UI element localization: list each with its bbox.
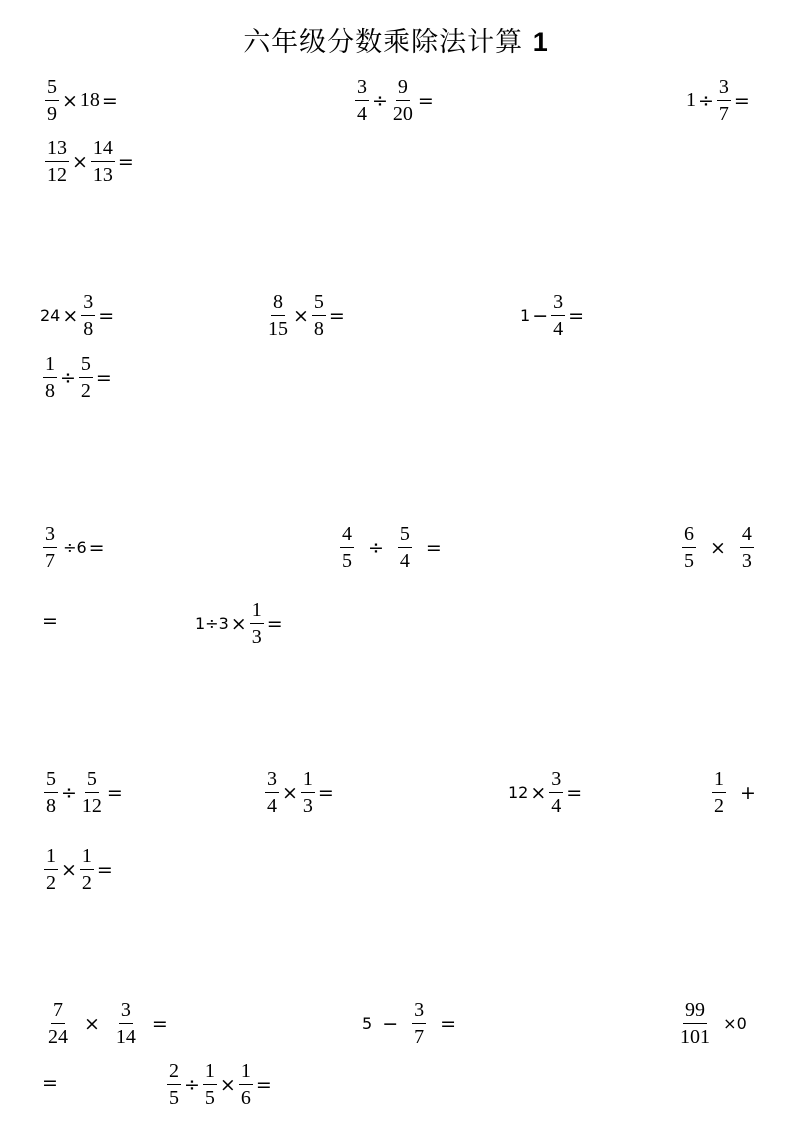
numerator: 5 xyxy=(79,353,93,378)
denominator: 7 xyxy=(45,550,55,572)
numerator: 1 xyxy=(44,845,58,870)
operator: = xyxy=(101,89,118,112)
operator: = xyxy=(95,366,112,389)
numerator: 3 xyxy=(717,76,731,101)
fraction xyxy=(312,291,326,340)
math-problem xyxy=(508,768,584,817)
numerator: 1 xyxy=(43,353,57,378)
denominator: 101 xyxy=(680,1026,710,1048)
denominator: 5 xyxy=(684,550,694,572)
fraction xyxy=(355,76,369,125)
operator: = xyxy=(425,536,442,559)
number-text: 5 xyxy=(362,1014,373,1033)
operator: × xyxy=(530,781,547,804)
fraction xyxy=(46,999,70,1048)
denominator: 8 xyxy=(313,318,324,340)
fraction xyxy=(45,137,69,186)
denominator: 14 xyxy=(115,1026,136,1048)
math-problem xyxy=(362,999,466,1048)
denominator: 5 xyxy=(342,550,352,572)
math-problem xyxy=(708,768,766,817)
operator: ÷ xyxy=(61,781,77,804)
operator: = xyxy=(88,536,105,559)
math-problem xyxy=(40,291,116,340)
operator: × xyxy=(62,304,79,327)
numerator: 5 xyxy=(312,291,326,316)
denominator: 2 xyxy=(81,872,92,894)
operator: × xyxy=(293,304,309,327)
numerator: 5 xyxy=(85,768,99,793)
math-problem xyxy=(43,768,125,817)
math-problem xyxy=(42,999,178,1048)
denominator: 24 xyxy=(48,1026,68,1048)
operator: − xyxy=(532,304,549,327)
whole-number: 1 xyxy=(686,89,696,111)
numerator: 3 xyxy=(43,523,57,548)
numerator: 1 xyxy=(203,1060,217,1085)
denominator: 4 xyxy=(553,318,564,340)
math-problem xyxy=(40,610,60,632)
number-text: 1 xyxy=(520,306,531,325)
denominator: 12 xyxy=(81,795,102,817)
denominator: 8 xyxy=(45,380,55,402)
denominator: 4 xyxy=(267,795,277,817)
fraction xyxy=(682,523,696,572)
fraction xyxy=(43,523,57,572)
operator: × xyxy=(219,1073,236,1096)
denominator: 13 xyxy=(92,164,113,186)
numerator: 3 xyxy=(265,768,279,793)
math-problem xyxy=(42,353,114,402)
numerator: 3 xyxy=(81,291,95,316)
denominator: 3 xyxy=(251,626,262,648)
math-problem xyxy=(264,768,336,817)
operator: = xyxy=(328,304,345,327)
operator: × xyxy=(72,150,88,173)
math-problem xyxy=(43,845,115,894)
operator: × xyxy=(230,612,247,635)
numerator: 5 xyxy=(45,76,59,101)
math-problem xyxy=(166,1060,274,1109)
numerator: 7 xyxy=(51,999,65,1024)
math-problem xyxy=(44,76,120,125)
number-text: ÷6 xyxy=(58,538,87,557)
fraction xyxy=(678,999,712,1048)
denominator: 8 xyxy=(46,795,56,817)
numerator: 3 xyxy=(549,768,563,793)
fraction xyxy=(712,768,726,817)
numerator: 14 xyxy=(91,137,115,162)
math-problem xyxy=(686,76,752,125)
operator: × xyxy=(62,89,78,112)
numerator: 5 xyxy=(44,768,58,793)
operator: × xyxy=(61,858,77,881)
numerator: 3 xyxy=(355,76,369,101)
fraction xyxy=(340,523,354,572)
operator: = xyxy=(42,1072,58,1094)
fraction xyxy=(80,845,94,894)
numerator: 99 xyxy=(683,999,707,1024)
fraction xyxy=(239,1060,253,1109)
whole-number: 18 xyxy=(79,89,100,111)
math-problem xyxy=(265,291,347,340)
operator: = xyxy=(317,781,334,804)
math-problem xyxy=(44,137,136,186)
fraction xyxy=(81,291,95,340)
operator: = xyxy=(417,89,434,112)
fraction xyxy=(45,76,59,125)
number-text: 12 xyxy=(508,783,529,802)
fraction xyxy=(79,353,93,402)
numerator: 6 xyxy=(682,523,696,548)
numerator: 1 xyxy=(239,1060,253,1085)
fraction xyxy=(265,768,279,817)
math-problem xyxy=(678,523,758,572)
numerator: 3 xyxy=(119,999,133,1024)
fraction xyxy=(549,768,563,817)
math-problem xyxy=(520,291,586,340)
numerator: 2 xyxy=(167,1060,181,1085)
fraction xyxy=(412,999,426,1048)
operator: × xyxy=(710,536,726,559)
operator: = xyxy=(733,89,750,112)
denominator: 4 xyxy=(551,795,562,817)
math-problem xyxy=(336,523,452,572)
number-text: 24 xyxy=(40,306,61,325)
numerator: 5 xyxy=(398,523,412,548)
denominator: 5 xyxy=(204,1087,215,1109)
math-problem xyxy=(195,599,285,648)
fraction xyxy=(80,768,104,817)
denominator: 5 xyxy=(169,1087,179,1109)
fraction xyxy=(301,768,315,817)
numerator: 3 xyxy=(412,999,426,1024)
denominator: 7 xyxy=(718,103,729,125)
operator: + xyxy=(740,781,756,804)
operator: = xyxy=(98,304,115,327)
fraction xyxy=(91,137,115,186)
math-problem xyxy=(42,523,107,572)
operator: = xyxy=(117,150,134,173)
operator: = xyxy=(266,612,283,635)
denominator: 4 xyxy=(399,550,410,572)
operator: ÷ xyxy=(372,89,388,112)
fraction xyxy=(167,1060,181,1109)
fraction xyxy=(203,1060,217,1109)
operator: = xyxy=(440,1012,457,1035)
denominator: 3 xyxy=(741,550,752,572)
title-number: 1 xyxy=(532,27,549,57)
numerator: 4 xyxy=(740,523,754,548)
numerator: 1 xyxy=(80,845,94,870)
denominator: 4 xyxy=(357,103,367,125)
denominator: 2 xyxy=(46,872,56,894)
fraction xyxy=(44,845,58,894)
operator: = xyxy=(151,1012,168,1035)
operator: ÷ xyxy=(698,89,714,112)
denominator: 8 xyxy=(83,318,94,340)
operator: = xyxy=(566,781,583,804)
denominator: 20 xyxy=(392,103,413,125)
denominator: 15 xyxy=(268,318,288,340)
fraction xyxy=(391,76,415,125)
denominator: 12 xyxy=(47,164,67,186)
operator: ÷ xyxy=(368,536,384,559)
numerator: 9 xyxy=(396,76,410,101)
numerator: 4 xyxy=(340,523,354,548)
numerator: 13 xyxy=(45,137,69,162)
operator: = xyxy=(255,1073,272,1096)
operator: = xyxy=(106,781,123,804)
number-text: ×0 xyxy=(713,1014,747,1033)
title-text: 六年级分数乘除法计算 xyxy=(243,27,524,58)
fraction xyxy=(114,999,138,1048)
denominator: 6 xyxy=(240,1087,251,1109)
numerator: 1 xyxy=(250,599,264,624)
numerator: 8 xyxy=(271,291,285,316)
operator: ÷ xyxy=(184,1073,200,1096)
operator: × xyxy=(84,1012,100,1035)
math-problem xyxy=(354,76,436,125)
fraction xyxy=(44,768,58,817)
denominator: 9 xyxy=(47,103,57,125)
math-problem xyxy=(40,1072,60,1094)
denominator: 2 xyxy=(714,795,724,817)
math-problem xyxy=(677,999,747,1048)
fraction xyxy=(398,523,412,572)
operator: = xyxy=(42,610,58,632)
fraction xyxy=(250,599,264,648)
numerator: 1 xyxy=(301,768,315,793)
denominator: 7 xyxy=(414,1026,425,1048)
fraction xyxy=(43,353,57,402)
fraction xyxy=(717,76,731,125)
operator: × xyxy=(282,781,298,804)
operator: ÷ xyxy=(60,366,76,389)
operator: = xyxy=(568,304,585,327)
fraction xyxy=(266,291,290,340)
operator: = xyxy=(96,858,113,881)
numerator: 1 xyxy=(712,768,726,793)
page-title xyxy=(0,20,792,59)
fraction xyxy=(740,523,754,572)
number-text: 1÷3 xyxy=(195,614,229,633)
denominator: 2 xyxy=(80,380,91,402)
numerator: 3 xyxy=(551,291,565,316)
denominator: 3 xyxy=(302,795,313,817)
fraction xyxy=(551,291,565,340)
operator: − xyxy=(382,1012,399,1035)
